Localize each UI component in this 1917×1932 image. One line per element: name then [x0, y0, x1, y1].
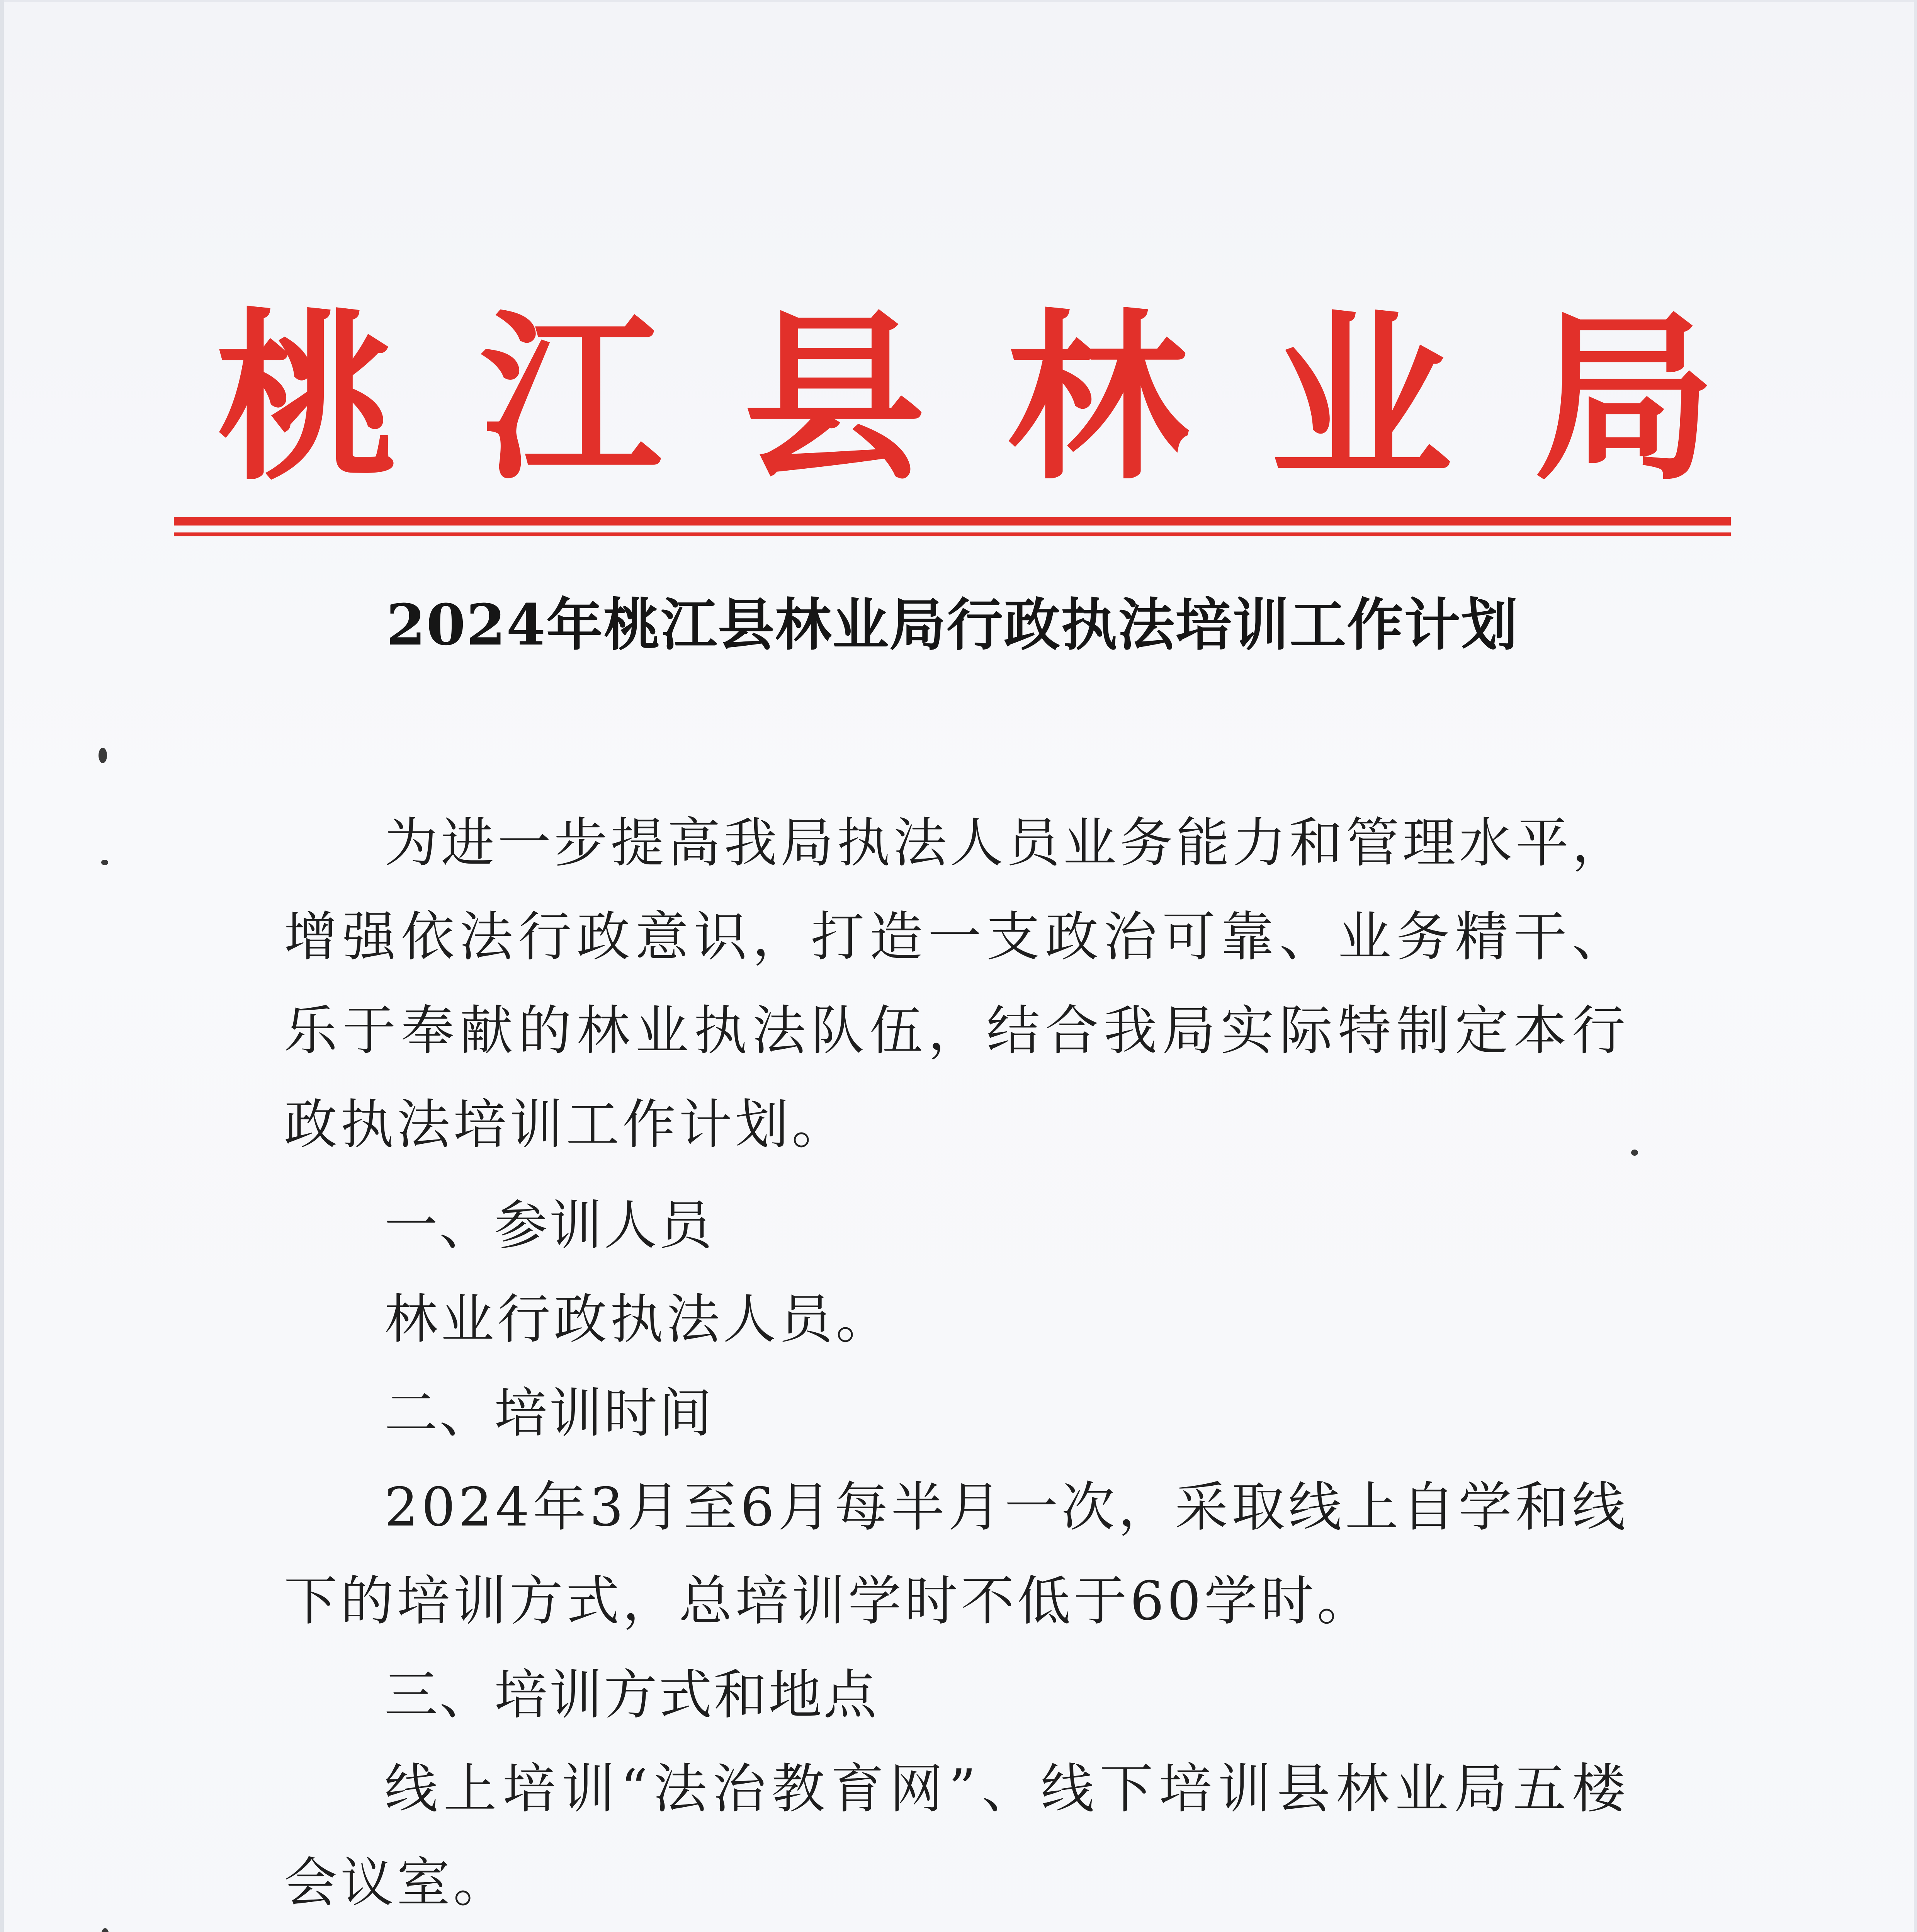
scan-edge-left: [0, 0, 4, 1932]
letterhead-char: 县: [743, 291, 925, 505]
letterhead-org-name: [216, 278, 1715, 518]
letterhead-char: 局: [1534, 291, 1715, 505]
letterhead-rule-thin: [174, 532, 1731, 536]
section-heading-time: 二、培训时间: [384, 1382, 714, 1444]
scan-edge-top: [0, 0, 1917, 2]
scan-speck: [99, 748, 107, 763]
section-heading-content: [284, 1930, 1628, 1932]
participants-paragraph: 林业行政执法人员。: [384, 1288, 892, 1350]
scan-speck: [1631, 1150, 1638, 1156]
scan-edge-right: [1914, 0, 1917, 1932]
letterhead-char: 江: [480, 291, 661, 505]
letterhead-char: 林: [1007, 291, 1188, 505]
letterhead-rule-thick: [174, 517, 1731, 526]
document-title: 2024年桃江县林业局行政执法培训工作计划: [386, 592, 1519, 658]
document-body: [284, 796, 1628, 1932]
section-heading-method-location: 三、培训方式和地点: [384, 1664, 879, 1726]
scan-speck: [101, 860, 108, 865]
intro-paragraph: 为进一步提高我局执法人员业务能力和管理水平，增强依法行政意识，打造一支政治可靠、业务精干、乐于奉献的林业执法队伍，结合我局实际特制定本行政执法培训工作计划。: [284, 812, 1628, 1156]
time-paragraph: 2024年3月至6月每半月一次，采取线上自学和线下的培训方式，总培训学时不低于60学时。: [284, 1476, 1628, 1632]
section-heading-participants: 一、参训人员: [384, 1194, 714, 1257]
letterhead-char: 业: [1270, 291, 1452, 505]
letterhead-char: 桃: [216, 291, 398, 505]
scan-speck: [101, 1928, 109, 1932]
method-location-paragraph: 线上培训“法治教育网”、线下培训县林业局五楼会议室。: [284, 1758, 1628, 1914]
